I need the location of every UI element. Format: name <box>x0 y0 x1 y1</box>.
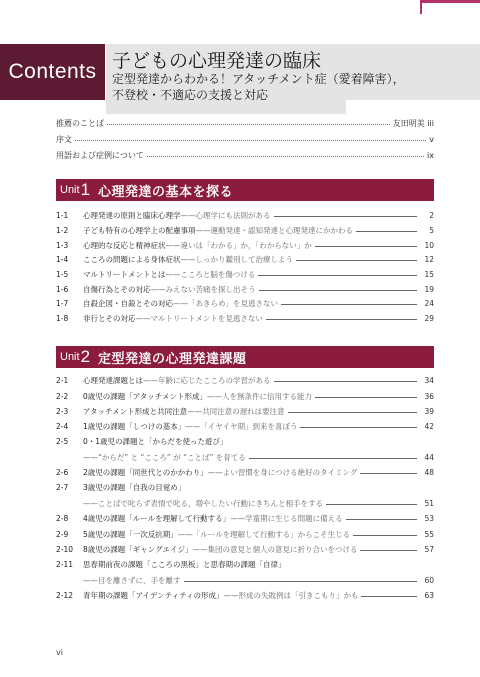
entry-title: 自殺企図・自殺とその対応 <box>83 299 173 308</box>
toc-entry[interactable] <box>56 240 434 251</box>
entry-title: マルトリートメントとは <box>83 270 166 279</box>
entry-title: 思春期前夜の課題「こころの黒板」と思春期の課題「自律」 <box>83 560 286 569</box>
leader-rule <box>274 216 418 217</box>
toc-entry[interactable] <box>56 559 434 570</box>
top-accent-tick <box>420 0 422 14</box>
toc-entry[interactable] <box>56 482 434 493</box>
leader-rule <box>361 596 417 597</box>
toc-entry[interactable] <box>56 406 434 417</box>
entry-title: 1歳児の課題「しつけの基本」 <box>83 422 186 431</box>
entry-number: 2-9 <box>56 530 69 539</box>
leader-rule <box>300 427 417 428</box>
toc-entry[interactable] <box>56 544 434 555</box>
subtitle-line-1: 定型発達からわかる！アタッチメント症（愛着障害）， <box>112 72 405 86</box>
entry-subtitle: ——学童期に生じる問題に備える <box>230 514 343 523</box>
front-matter-page: v <box>429 135 434 144</box>
entry-title: 0歳児の課題「アタッチメント形成」 <box>83 392 207 401</box>
unit-1-header[interactable] <box>56 179 434 201</box>
page-number: vi <box>56 648 63 657</box>
entry-title: 2歳児の課題「同世代とのかかわり」 <box>83 468 208 477</box>
entry-title: 青年期の課題「アイデンティティの形成」 <box>83 591 224 600</box>
entry-subtitle: ——目を離さずに，手を離す <box>83 576 181 585</box>
entry-page: 24 <box>424 299 434 308</box>
entry-page: 48 <box>424 468 434 477</box>
dot-leader <box>75 140 426 141</box>
entry-number: 2-5 <box>56 437 69 446</box>
entry-page: 60 <box>424 576 434 585</box>
entry-title: 4歳児の課題「ルールを理解して行動する」 <box>83 514 231 523</box>
leader-rule <box>315 246 417 247</box>
front-matter-label: 序文 <box>56 135 72 144</box>
contents-label: Contents <box>0 44 105 100</box>
toc-entry[interactable] <box>56 391 434 402</box>
toc-entry[interactable] <box>56 313 434 324</box>
toc-entry[interactable] <box>56 529 434 540</box>
unit-2-header[interactable] <box>56 346 434 368</box>
leader-rule <box>296 260 417 261</box>
front-matter-item[interactable] <box>56 118 434 129</box>
entry-subtitle: ——マルトリートメントを見逃さない <box>135 314 263 323</box>
front-matter-item[interactable] <box>56 150 434 161</box>
entry-title: 子ども特有の心理学上の配慮事項 <box>83 226 196 235</box>
entry-subtitle: ——違いは「わかる」か，「わからない」か <box>165 241 312 250</box>
entry-number: 2-10 <box>56 545 74 554</box>
entry-title: 非行とその対応 <box>83 314 136 323</box>
leader-rule <box>249 458 417 459</box>
entry-title: 5歳児の課題「一次反抗期」 <box>83 530 178 539</box>
entry-number: 1-2 <box>56 226 69 235</box>
unit-label: Unit <box>60 351 80 363</box>
entry-subtitle: ——集団の意見と個人の意見に折り合いをつける <box>192 545 358 554</box>
entry-page: 53 <box>424 514 434 523</box>
entry-subtitle: ——「イヤイヤ期」到来を喜ぼう <box>185 422 298 431</box>
entry-number: 2-12 <box>56 591 74 600</box>
toc-entry[interactable] <box>56 375 434 386</box>
entry-number: 1-6 <box>56 285 69 294</box>
entry-subtitle: ——しっかり鑑別して治療しよう <box>180 255 293 264</box>
entry-page: 19 <box>424 285 434 294</box>
toc-entry[interactable] <box>56 421 434 432</box>
entry-number: 1-3 <box>56 241 69 250</box>
leader-rule <box>360 473 417 474</box>
entry-number: 2-7 <box>56 483 69 492</box>
leader-rule <box>258 275 417 276</box>
entry-page: 44 <box>424 453 434 462</box>
leader-rule <box>346 519 417 520</box>
entry-page: 5 <box>429 226 434 235</box>
toc-entry[interactable] <box>56 254 434 265</box>
leader-rule <box>326 504 417 505</box>
entry-number: 1-4 <box>56 255 69 264</box>
entry-title: 自傷行為とその対応 <box>83 285 151 294</box>
entry-title: こころの問題による身体症状 <box>83 255 181 264</box>
dot-leader <box>107 124 390 125</box>
entry-page: 55 <box>424 530 434 539</box>
leader-rule <box>360 550 417 551</box>
page-title: 子どもの心理発達の臨床 <box>112 50 322 72</box>
entry-page: 12 <box>424 255 434 264</box>
leader-rule <box>288 412 417 413</box>
entry-subtitle: ——形成の失敗例は「引きこもり」かも <box>223 591 359 600</box>
entry-title: 0・1歳児の課題と「からだを使った遊び」 <box>83 437 228 446</box>
subtitle-line-2: 不登校・不適応の支援と対応 <box>112 88 269 102</box>
entry-subtitle: ——「あきらめ」を見逃さない <box>173 299 278 308</box>
entry-subtitle: ——共同注意の遅れは要注意 <box>187 407 285 416</box>
toc-entry[interactable] <box>56 284 434 295</box>
top-accent-rule <box>420 0 480 3</box>
entry-page: 10 <box>424 241 434 250</box>
front-matter-label: 推薦のことば <box>56 119 104 128</box>
unit-number: 2 <box>80 347 91 366</box>
toc-entry[interactable] <box>56 513 434 524</box>
toc-entry[interactable] <box>56 269 434 280</box>
leader-rule <box>266 319 417 320</box>
entry-subtitle: ——こころと脳を傷つける <box>165 270 256 279</box>
toc-entry[interactable] <box>56 436 434 447</box>
unit-title: 定型発達の心理発達課題 <box>98 351 247 367</box>
entry-page: 63 <box>424 591 434 600</box>
leader-rule <box>281 304 417 305</box>
entry-page: 34 <box>424 376 434 385</box>
entry-page: 15 <box>424 270 434 279</box>
unit-title: 心理発達の基本を探る <box>98 184 234 200</box>
entry-number: 2-1 <box>56 376 69 385</box>
front-matter-page: 友田明美 iii <box>392 119 434 128</box>
unit-number: 1 <box>80 180 91 199</box>
toc-entry[interactable] <box>56 298 434 309</box>
entry-page: 29 <box>424 314 434 323</box>
entry-number: 2-6 <box>56 468 69 477</box>
entry-subtitle: ——みえない苦痛を探し出そう <box>150 285 256 294</box>
entry-number: 1-8 <box>56 314 69 323</box>
entry-page: 2 <box>429 211 434 220</box>
entry-number: 2-11 <box>56 560 74 569</box>
entry-number: 2-3 <box>56 407 69 416</box>
entry-subtitle: ——運動発達・認知発達と心理発達にかかわる <box>195 226 353 235</box>
leader-rule <box>353 535 417 536</box>
toc-entry[interactable] <box>56 467 434 478</box>
leader-rule <box>259 290 418 291</box>
entry-title: アタッチメント形成と共同注意 <box>83 407 188 416</box>
entry-number: 1-7 <box>56 299 69 308</box>
toc-entry[interactable] <box>56 225 434 236</box>
leader-rule <box>274 381 418 382</box>
leader-rule <box>356 231 417 232</box>
entry-page: 36 <box>424 392 434 401</box>
entry-title: 8歳児の課題「ギャングエイジ」 <box>83 545 193 554</box>
toc-entry[interactable] <box>56 575 434 586</box>
front-matter-item[interactable] <box>56 134 434 145</box>
dot-leader <box>147 156 424 157</box>
leader-rule <box>184 581 418 582</box>
front-matter-page: ix <box>427 151 434 160</box>
entry-title: 心理発達の原則と臨床心理学 <box>83 211 181 220</box>
toc-entry[interactable] <box>56 590 434 601</box>
entry-number: 1-5 <box>56 270 69 279</box>
entry-title: 心理発達課題とは <box>83 376 143 385</box>
entry-page: 42 <box>424 422 434 431</box>
entry-subtitle: ——“からだ” と “こころ” が “ことば” を育てる <box>83 453 246 462</box>
entry-subtitle: ——人を無条件に信用する能力 <box>206 392 312 401</box>
entry-subtitle: ——よい習慣を身につける絶好のタイミング <box>207 468 358 477</box>
entry-subtitle: ——「ルールを理解して行動する」からこそ生じる <box>177 530 351 539</box>
toc-entry[interactable] <box>56 210 434 221</box>
leader-rule <box>315 397 417 398</box>
entry-subtitle: ——年齢に応じたこころの学習がある <box>143 376 271 385</box>
entry-page: 39 <box>424 407 434 416</box>
front-matter-label: 用語および症例について <box>56 151 144 160</box>
entry-title: 3歳児の課題「自我の目覚め」 <box>83 483 186 492</box>
entry-subtitle: ——心理学にも法則がある <box>180 211 271 220</box>
entry-page: 51 <box>424 499 434 508</box>
entry-number: 2-8 <box>56 514 69 523</box>
entry-number: 2-4 <box>56 422 69 431</box>
entry-number: 2-2 <box>56 392 69 401</box>
entry-subtitle: ——ことばで叱らず表情で叱る，増やしたい行動にきちんと相手をする <box>83 499 323 508</box>
toc-entry[interactable] <box>56 498 434 509</box>
entry-page: 57 <box>424 545 434 554</box>
entry-title: 心理的な反応と精神症状 <box>83 241 166 250</box>
unit-label: Unit <box>60 184 80 196</box>
toc-entry[interactable] <box>56 452 434 463</box>
entry-number: 1-1 <box>56 211 69 220</box>
